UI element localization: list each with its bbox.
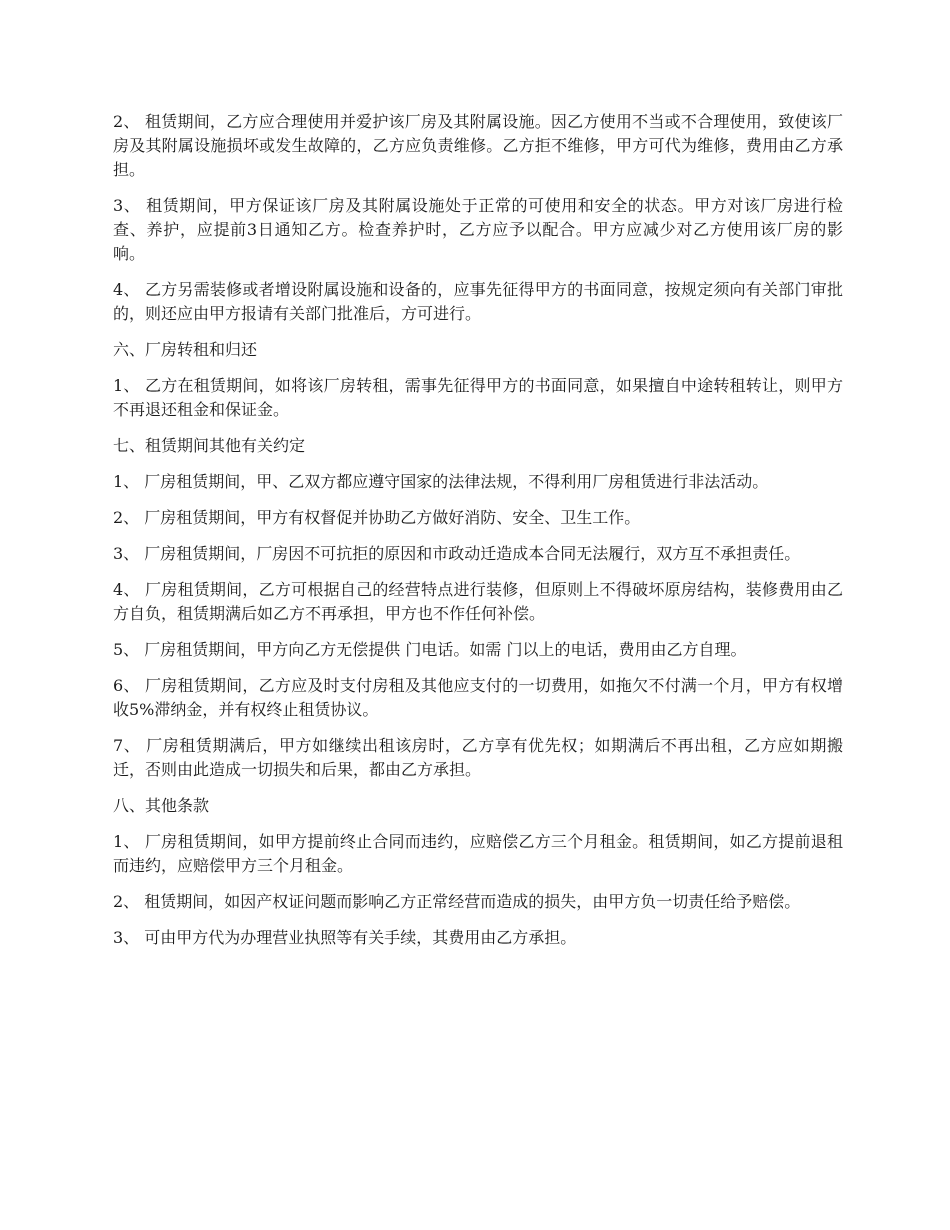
clause-7-2: 2、 厂房租赁期间，甲方有权督促并协助乙方做好消防、安全、卫生工作。 <box>113 508 641 527</box>
document-body <box>113 110 843 962</box>
clause-7-3: 3、 厂房租赁期间，厂房因不可抗拒的原因和市政动迁造成本合同无法履行，双方互不承担责任。 <box>113 544 801 563</box>
section-heading-8: 八、其他条款 <box>113 796 210 815</box>
clause-7-6: 6、 厂房租赁期间，乙方应及时支付房租及其他应支付的一切费用，如拖欠不付满一个月，甲方有权增收5%滞纳金，并有权终止租赁协议。 <box>113 676 843 719</box>
clause-5-2: 2、 租赁期间，乙方应合理使用并爱护该厂房及其附属设施。因乙方使用不当或不合理使用，致使该厂房及其附属设施损坏或发生故障的，乙方应负责维修。乙方拒不维修，甲方可代为维修，费用由乙方承担。 <box>113 112 843 179</box>
clause-8-3: 3、 可由甲方代为办理营业执照等有关手续，其费用由乙方承担。 <box>113 928 577 947</box>
clause-7-1: 1、 厂房租赁期间，甲、乙双方都应遵守国家的法律法规，不得利用厂房租赁进行非法活动。 <box>113 472 769 491</box>
clause-7-5: 5、 厂房租赁期间，甲方向乙方无偿提供 门电话。如需 门以上的电话，费用由乙方自理。 <box>113 640 747 659</box>
clause-7-7: 7、 厂房租赁期满后，甲方如继续出租该房时，乙方享有优先权；如期满后不再出租，乙方应如期搬迁，否则由此造成一切损失和后果，都由乙方承担。 <box>113 736 843 779</box>
section-heading-6: 六、厂房转租和归还 <box>113 340 258 359</box>
clause-8-1: 1、 厂房租赁期间，如甲方提前终止合同而违约，应赔偿乙方三个月租金。租赁期间，如乙方提前退租而违约，应赔偿甲方三个月租金。 <box>113 832 843 875</box>
clause-5-3: 3、 租赁期间，甲方保证该厂房及其附属设施处于正常的可使用和安全的状态。甲方对该厂房进行检查、养护，应提前3日通知乙方。检查养护时，乙方应予以配合。甲方应减少对乙方使用该厂房的影响。 <box>113 196 843 263</box>
clause-7-4: 4、 厂房租赁期间，乙方可根据自己的经营特点进行装修，但原则上不得破坏原房结构，装修费用由乙方自负，租赁期满后如乙方不再承担，甲方也不作任何补偿。 <box>113 580 843 623</box>
section-heading-7: 七、租赁期间其他有关约定 <box>113 436 306 455</box>
clause-8-2: 2、 租赁期间，如因产权证问题而影响乙方正常经营而造成的损失，由甲方负一切责任给予赔偿。 <box>113 892 801 911</box>
clause-6-1: 1、 乙方在租赁期间，如将该厂房转租，需事先征得甲方的书面同意，如果擅自中途转租转让，则甲方不再退还租金和保证金。 <box>113 376 843 419</box>
clause-5-4: 4、 乙方另需装修或者增设附属设施和设备的，应事先征得甲方的书面同意，按规定须向有关部门审批的，则还应由甲方报请有关部门批准后，方可进行。 <box>113 280 843 323</box>
